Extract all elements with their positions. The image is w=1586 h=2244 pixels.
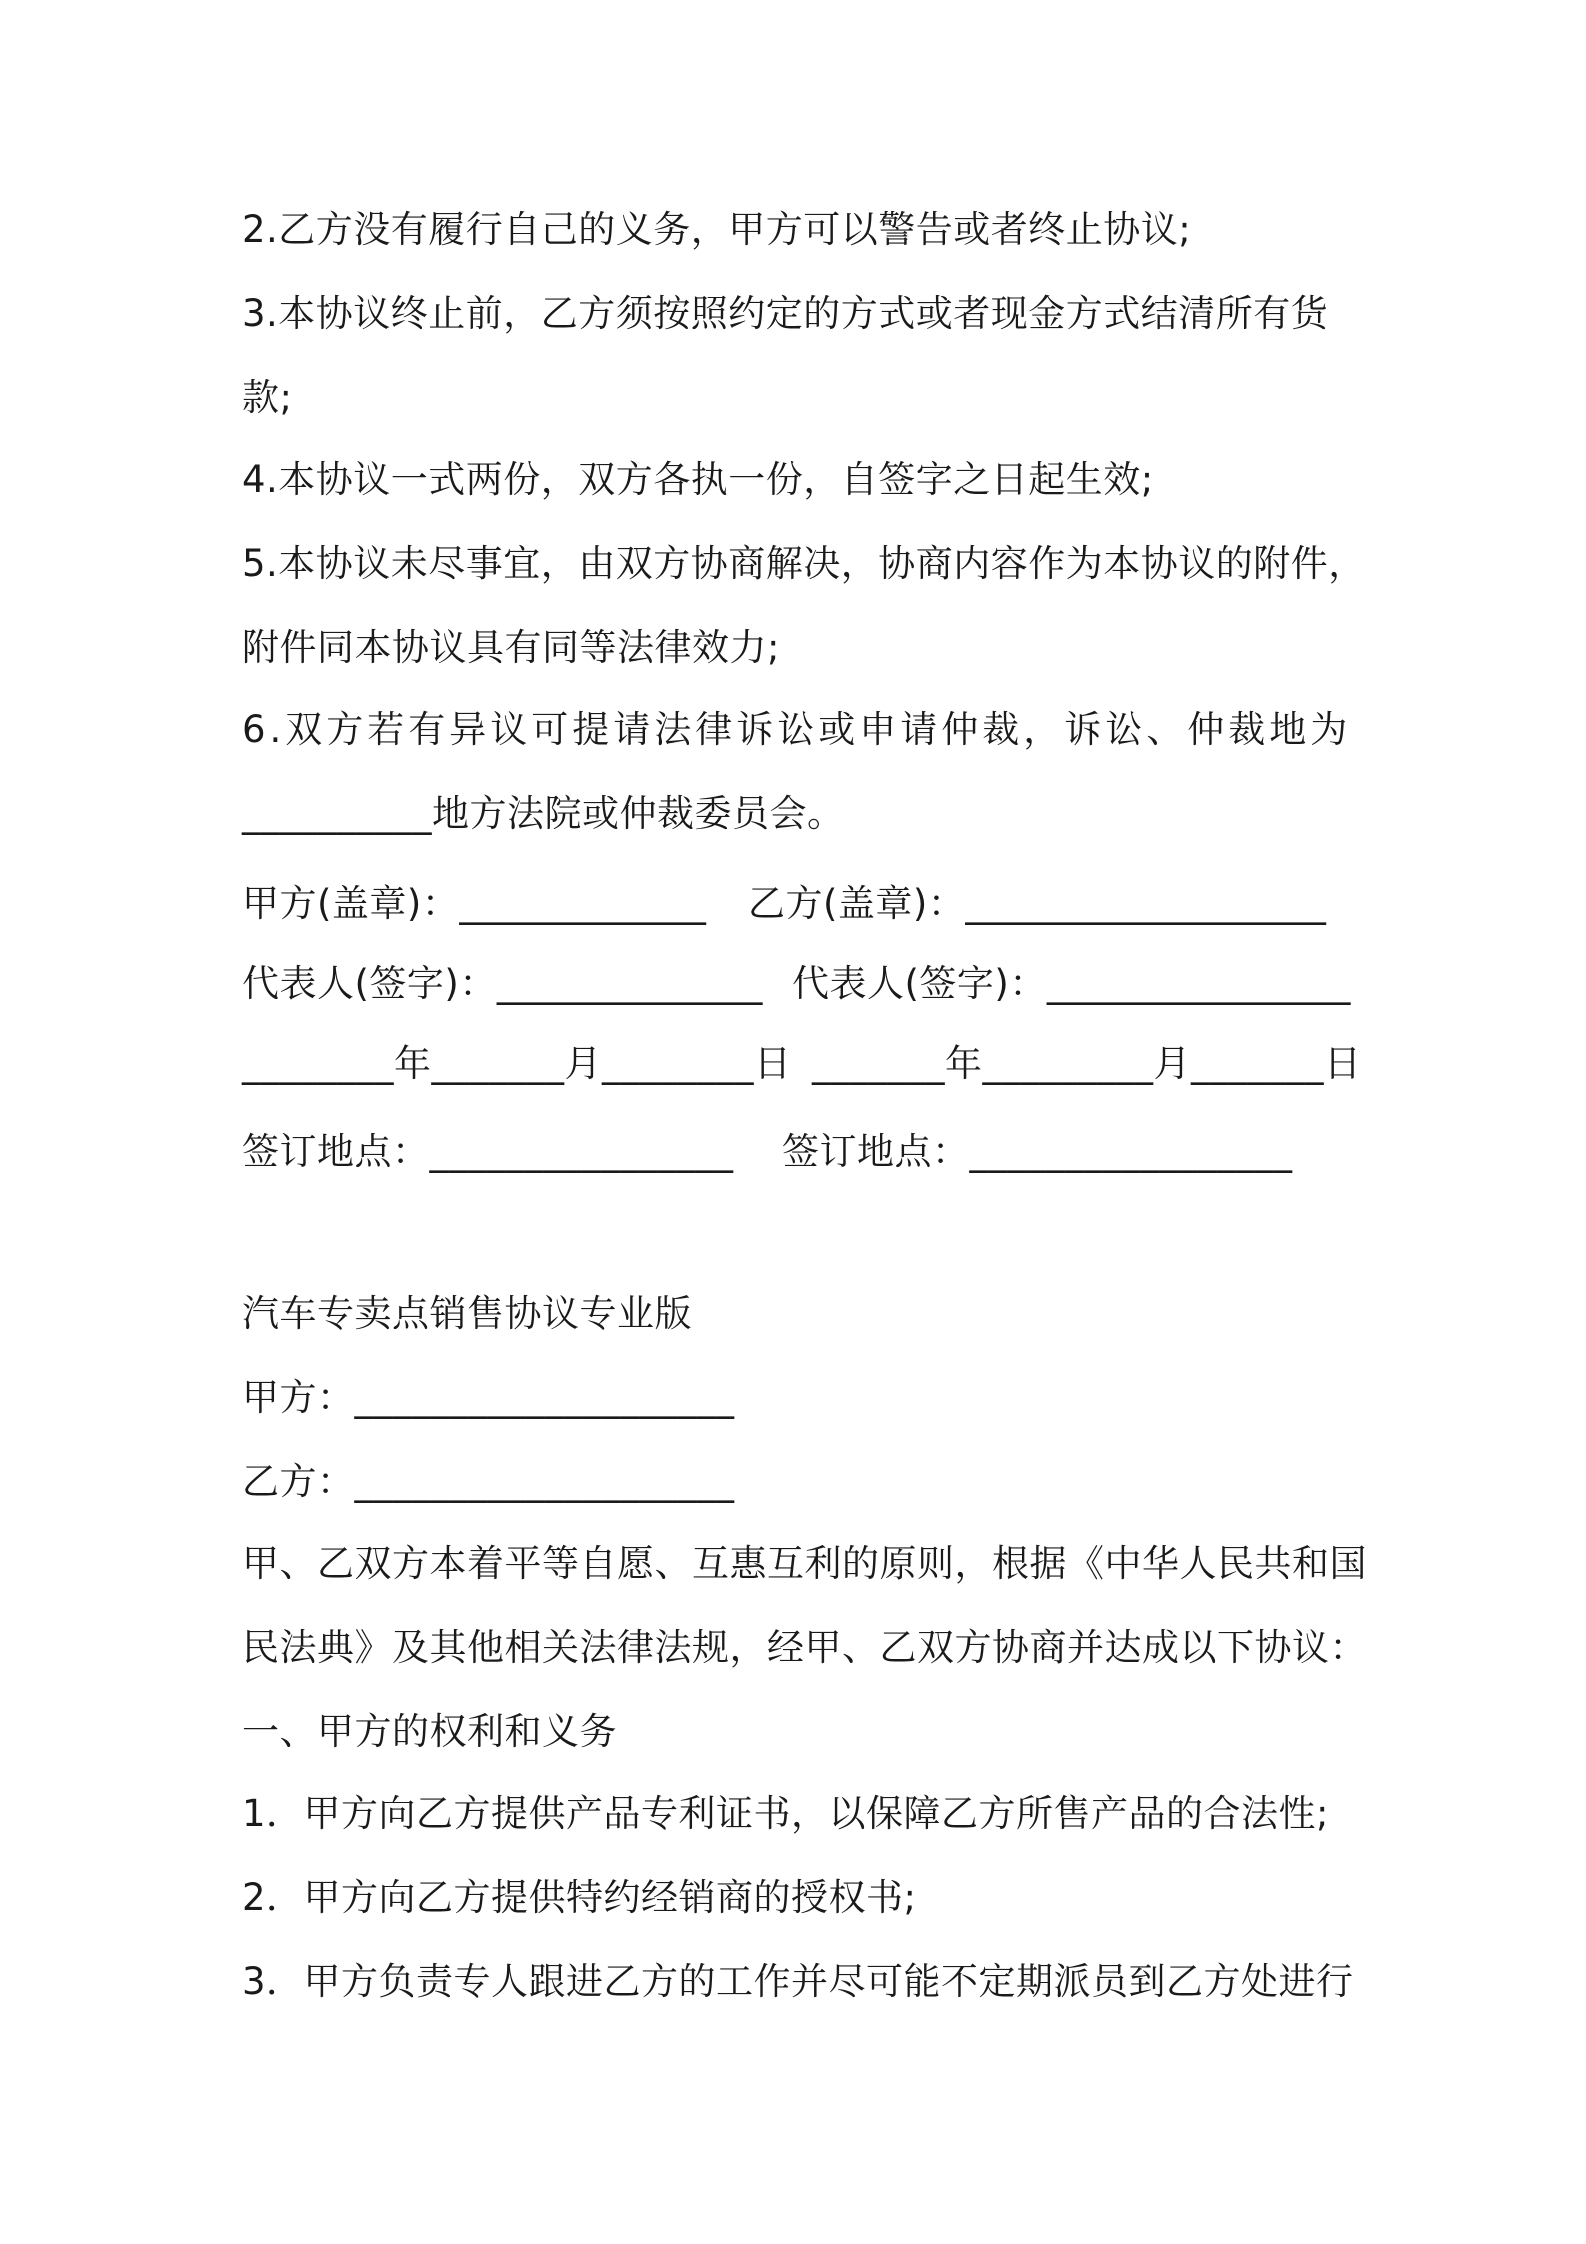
intro-line-2: 民法典》及其他相关法律法规，经甲、乙双方协商并达成以下协议： bbox=[242, 1626, 1367, 1669]
section-1-heading: 一、甲方的权利和义务 bbox=[242, 1710, 617, 1753]
clause-2: 2.乙方没有履行自己的义务，甲方可以警告或者终止协议; bbox=[242, 208, 1192, 251]
clause-3-line-2: 款; bbox=[242, 376, 293, 419]
rep-a-sign: 代表人(签字)：______________ bbox=[242, 962, 763, 1005]
clause-5-line-2: 附件同本协议具有同等法律效力; bbox=[242, 626, 780, 669]
clause-6-line-1: 6.双方若有异议可提请法律诉讼或申请仲裁，诉讼、仲裁地为 bbox=[242, 708, 1352, 751]
section-1-item-1: 1．甲方向乙方提供产品专利证书，以保障乙方所售产品的合法性; bbox=[242, 1792, 1330, 1835]
party-b-seal: 乙方(盖章)：___________________ bbox=[748, 882, 1327, 925]
clause-6-line-2: __________地方法院或仲裁委员会。 bbox=[242, 792, 845, 835]
second-doc-party-a: 甲方：____________________ bbox=[242, 1376, 735, 1419]
clause-3-line-1: 3.本协议终止前，乙方须按照约定的方式或者现金方式结清所有货 bbox=[242, 292, 1329, 335]
place-b: 签订地点：_________________ bbox=[782, 1130, 1293, 1173]
place-a: 签订地点：________________ bbox=[242, 1130, 734, 1173]
section-1-item-3: 3．甲方负责专人跟进乙方的工作并尽可能不定期派员到乙方处进行 bbox=[242, 1960, 1354, 2003]
second-doc-party-b: 乙方：____________________ bbox=[242, 1460, 735, 1503]
clause-5-line-1: 5.本协议未尽事宜，由双方协商解决，协商内容作为本协议的附件， bbox=[242, 542, 1366, 585]
date-a: ________年_______月________日 bbox=[242, 1042, 792, 1085]
clause-4: 4.本协议一式两份，双方各执一份，自签字之日起生效; bbox=[242, 458, 1154, 501]
party-a-seal: 甲方(盖章)：_____________ bbox=[242, 882, 707, 925]
section-1-item-2: 2．甲方向乙方提供特约经销商的授权书; bbox=[242, 1876, 917, 1919]
rep-b-sign: 代表人(签字)：________________ bbox=[792, 962, 1351, 1005]
intro-line-1: 甲、乙双方本着平等自愿、互惠互利的原则，根据《中华人民共和国 bbox=[242, 1542, 1367, 1585]
second-doc-title: 汽车专卖点销售协议专业版 bbox=[242, 1292, 692, 1335]
date-b: _______年_________月_______日 bbox=[812, 1042, 1362, 1085]
